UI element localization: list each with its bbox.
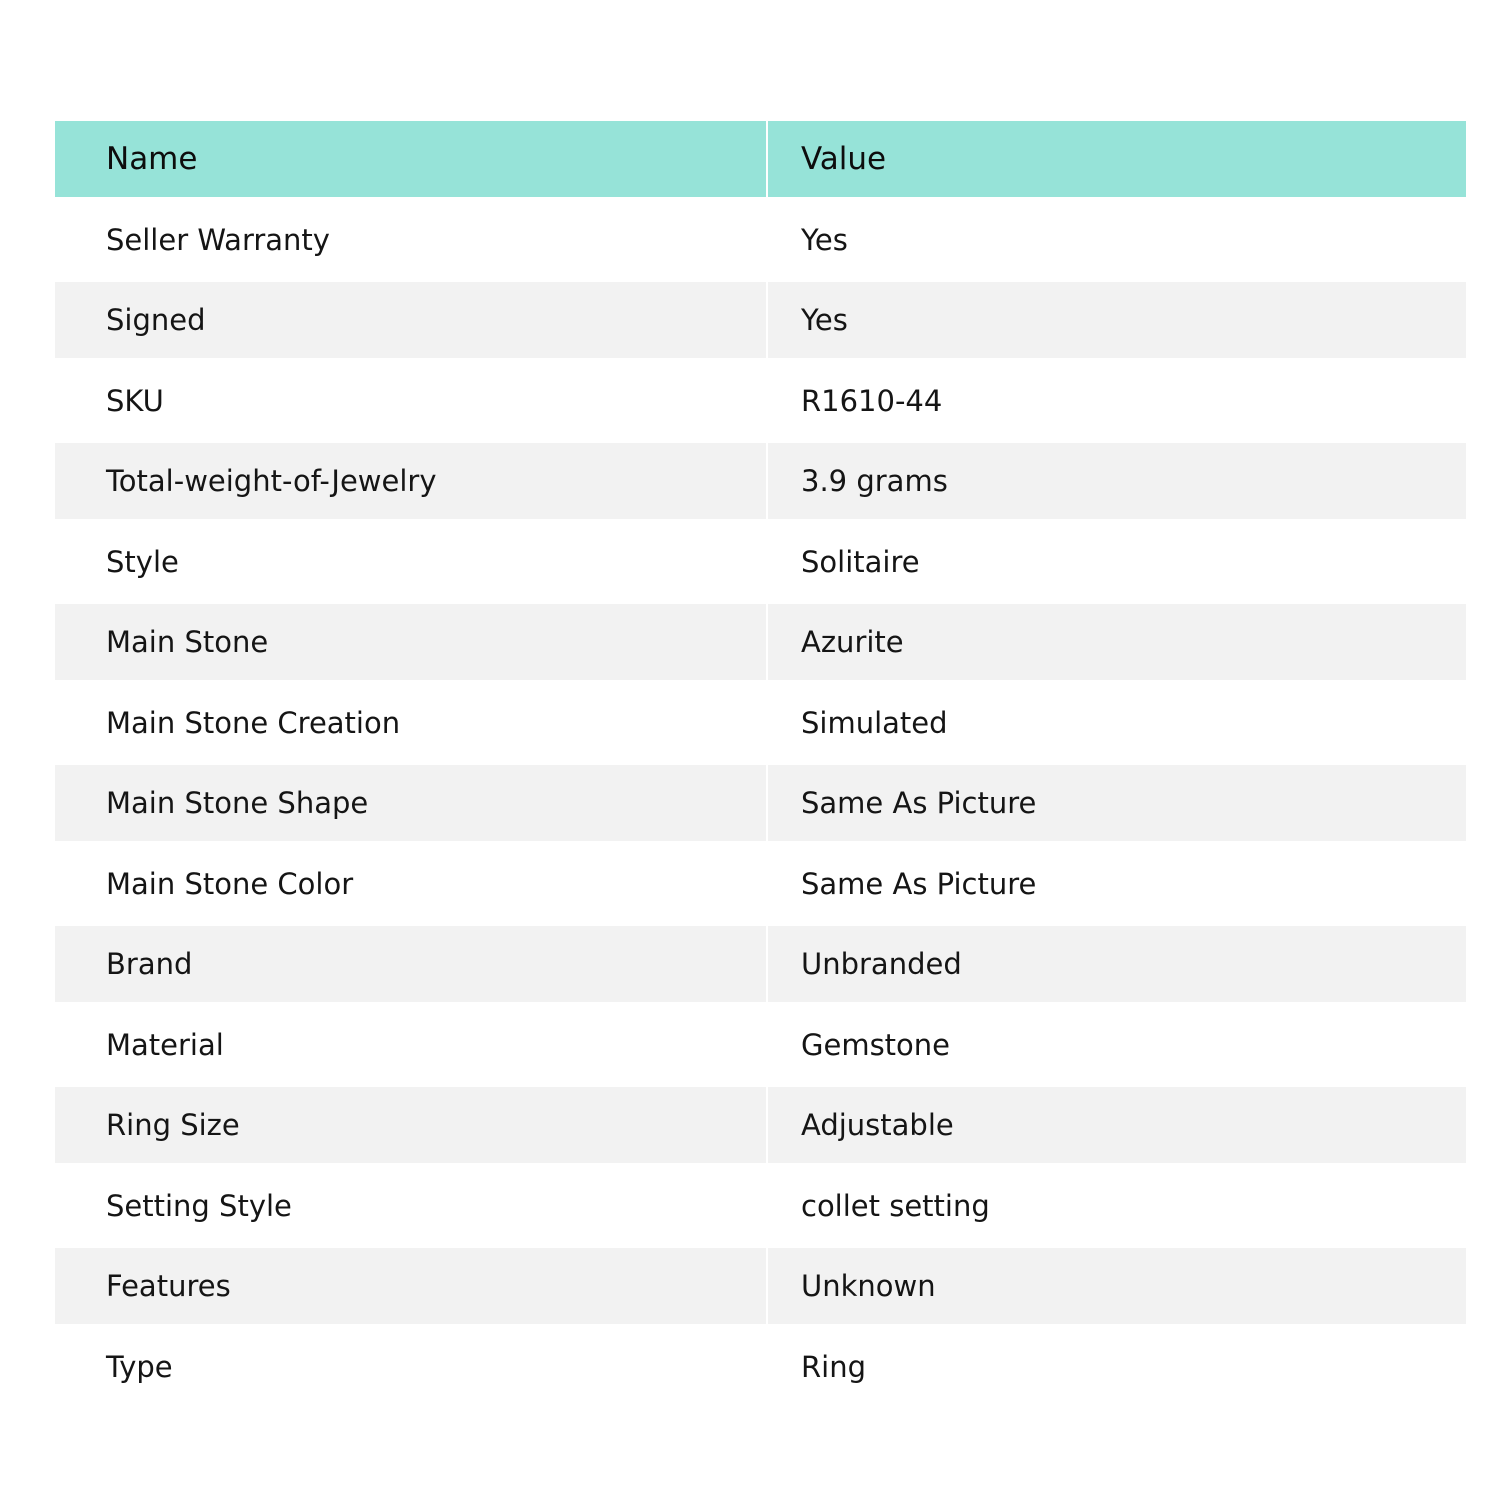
row-value-cell: Yes bbox=[766, 197, 1466, 282]
row-value-cell: Adjustable bbox=[766, 1087, 1466, 1163]
row-value-cell: Same As Picture bbox=[766, 841, 1466, 926]
table-row bbox=[55, 604, 1466, 680]
row-name-cell: Signed bbox=[55, 282, 766, 358]
table-row bbox=[55, 1163, 1466, 1248]
item-specifics-table bbox=[55, 121, 1466, 1409]
table-row bbox=[55, 841, 1466, 926]
table-row bbox=[55, 1087, 1466, 1163]
row-value-cell: Same As Picture bbox=[766, 765, 1466, 841]
row-name-cell: Ring Size bbox=[55, 1087, 766, 1163]
row-name-cell: Total-weight-of-Jewelry bbox=[55, 443, 766, 519]
row-name-cell: Main Stone Shape bbox=[55, 765, 766, 841]
row-value-cell: Unbranded bbox=[766, 926, 1466, 1002]
row-value-cell: collet setting bbox=[766, 1163, 1466, 1248]
table-row bbox=[55, 282, 1466, 358]
table-row bbox=[55, 1002, 1466, 1087]
row-name-cell: Features bbox=[55, 1248, 766, 1324]
table-row bbox=[55, 519, 1466, 604]
table-row bbox=[55, 1324, 1466, 1409]
row-name-cell: Material bbox=[106, 1027, 224, 1062]
row-name-cell: Setting Style bbox=[106, 1188, 292, 1223]
row-value-cell: Simulated bbox=[766, 680, 1466, 765]
table-header-row bbox=[55, 121, 1466, 197]
table-row bbox=[55, 358, 1466, 443]
row-name-cell: Brand bbox=[55, 926, 766, 1002]
table-row bbox=[55, 765, 1466, 841]
row-name-cell: SKU bbox=[106, 383, 164, 418]
table-row bbox=[55, 926, 1466, 1002]
table-body bbox=[55, 197, 1466, 1409]
row-value-cell: R1610-44 bbox=[766, 358, 1466, 443]
row-name-cell: Main Stone bbox=[55, 604, 766, 680]
row-name-cell: Type bbox=[106, 1349, 173, 1384]
row-value-cell: Unknown bbox=[766, 1248, 1466, 1324]
table-row bbox=[55, 197, 1466, 282]
row-value-cell: Yes bbox=[766, 282, 1466, 358]
row-name-cell: Main Stone Creation bbox=[106, 705, 401, 740]
row-value-cell: Solitaire bbox=[766, 519, 1466, 604]
row-value-cell: Ring bbox=[766, 1324, 1466, 1409]
table-header bbox=[55, 121, 1466, 197]
table-row bbox=[55, 680, 1466, 765]
table-row bbox=[55, 443, 1466, 519]
column-header-value: Value bbox=[766, 121, 1466, 197]
table-row bbox=[55, 1248, 1466, 1324]
row-name-cell: Seller Warranty bbox=[106, 222, 330, 257]
row-value-cell: 3.9 grams bbox=[766, 443, 1466, 519]
row-name-cell: Main Stone Color bbox=[106, 866, 354, 901]
row-value-cell: Azurite bbox=[766, 604, 1466, 680]
row-name-cell: Style bbox=[106, 544, 179, 579]
row-value-cell: Gemstone bbox=[766, 1002, 1466, 1087]
column-header-name: Name bbox=[55, 121, 766, 197]
